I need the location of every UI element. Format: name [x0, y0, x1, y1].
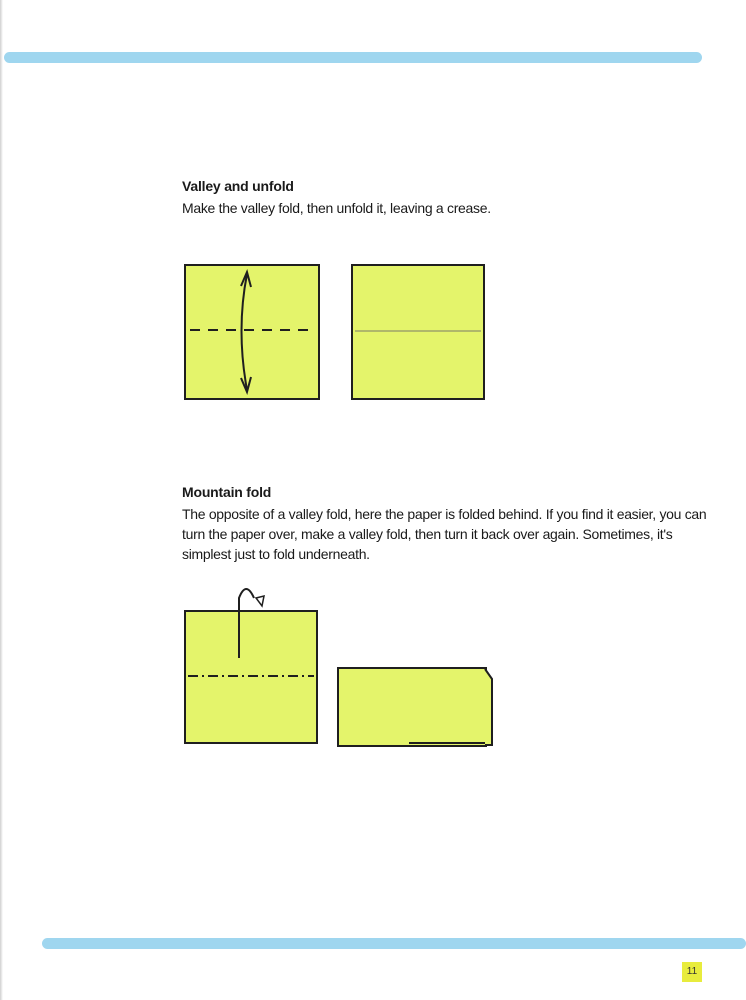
double-arrow-icon — [184, 264, 320, 400]
valley-description: Make the valley fold, then unfold it, leaving a crease. — [182, 200, 491, 216]
mountain-heading: Mountain fold — [182, 484, 272, 500]
mountain-result-diagram — [337, 667, 495, 749]
mountain-arrow-head — [256, 596, 264, 606]
curved-double-arrow — [242, 274, 248, 390]
mountain-arrow-icon — [184, 584, 318, 718]
valley-fold-diagram — [184, 264, 320, 400]
page-edge — [0, 0, 3, 1000]
page-number: 11 — [682, 962, 702, 982]
folded-edge-back — [485, 669, 492, 745]
crease-line-icon — [351, 264, 485, 400]
top-decorative-band — [4, 52, 702, 63]
unfold-crease-diagram — [351, 264, 485, 400]
folded-sheet-icon — [337, 667, 495, 749]
mountain-fold-diagram — [184, 610, 318, 744]
mountain-description: The opposite of a valley fold, here the paper is folded behind. If you find it easier, you can turn the paper over, make a valley fold, then turn it back over again. Sometimes, it's simplest just to fold underneath. — [182, 506, 707, 562]
mountain-arrow-curve — [239, 589, 254, 658]
bottom-decorative-band — [42, 938, 746, 949]
valley-heading: Valley and unfold — [182, 178, 294, 194]
